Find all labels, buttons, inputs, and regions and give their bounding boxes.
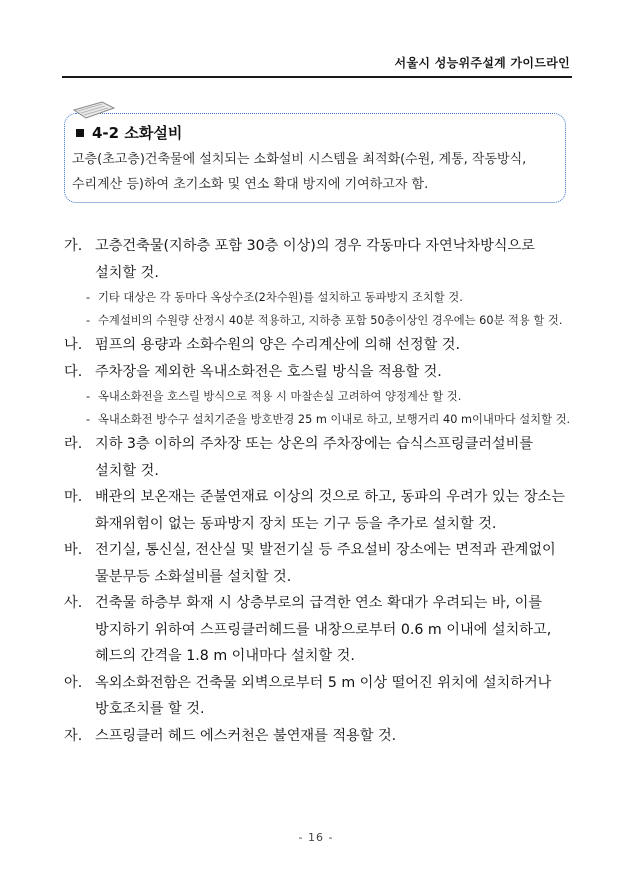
paper-note-icon — [72, 100, 116, 122]
list-item — [64, 332, 576, 359]
document-header-title: 서울시 성능위주설계 가이드라인 — [394, 56, 570, 70]
square-bullet-icon — [76, 129, 84, 137]
item-text: 기타 대상은 각 동마다 옥상수조(2차수원)를 설치하고 동파방지 조치할 것. — [98, 291, 463, 304]
item-text: 주차장을 제외한 옥내소화전은 호스릴 방식을 적용할 것. — [95, 363, 442, 380]
list-item — [64, 670, 576, 723]
item-text: 전기실, 통신실, 전산실 및 발전기실 등 주요설비 장소에는 면적과 관계없이 물분무등 소화설비를 설치할 것. — [95, 542, 556, 585]
section-title: 소화설비 — [124, 124, 183, 142]
item-text: 펌프의 용량과 소화수원의 양은 수리계산에 의해 선정할 것. — [95, 337, 461, 353]
item-text: 옥내소화전 방수구 설치기준을 방호반경 25 m 이내로 하고, 보행거리 40 m이내마다 설치할 것. — [98, 413, 571, 426]
item-marker: - — [86, 291, 91, 304]
list-item — [64, 233, 576, 286]
section-heading — [76, 122, 182, 143]
sub-item — [64, 385, 576, 408]
item-marker: 라. — [64, 436, 83, 452]
item-marker: - — [86, 390, 91, 403]
item-text: 스프링클러 헤드 에스커천은 불연재를 적용할 것. — [95, 727, 397, 744]
list-item — [64, 484, 576, 537]
list-item — [64, 590, 576, 670]
item-marker: 자. — [64, 727, 83, 744]
item-marker: 나. — [64, 337, 83, 353]
sub-item — [64, 286, 576, 309]
item-text: 배관의 보온재는 준불연재료 이상의 것으로 하고, 동파의 우려가 있는 장소는 화재위험이 없는 동파방지 장치 또는 기구 등을 추가로 설치할 것. — [95, 489, 565, 532]
header-divider — [62, 76, 572, 78]
item-text: 옥내소화전을 호스릴 방식으로 적용 시 마찰손실 고려하여 양정계산 할 것. — [98, 390, 462, 403]
list-item — [64, 723, 576, 750]
sub-item — [64, 408, 576, 431]
item-text: 건축물 하층부 화재 시 상층부로의 급격한 연소 확대가 우려되는 바, 이를 방지하기 위하여 스프링클러헤드를 내창으로부터 0.6 m 이내에 설치하고, 헤드의 간격을 1.8 m 이내마다 설치할 것. — [95, 595, 552, 664]
item-marker: 아. — [64, 674, 83, 691]
item-marker: - — [86, 413, 91, 426]
item-marker: 바. — [64, 542, 83, 558]
page-number: - 16 - — [298, 831, 334, 844]
item-text: 지하 3층 이하의 주차장 또는 상온의 주차장에는 습식스프링클러설비를 설치할 것. — [95, 436, 534, 479]
item-text: 고층건축물(지하층 포함 30층 이상)의 경우 각동마다 자연낙차방식으로 설치할 것. — [95, 238, 535, 281]
list-item — [64, 537, 576, 590]
item-marker: - — [86, 314, 91, 327]
list-item — [64, 359, 576, 386]
item-marker: 가. — [64, 238, 83, 254]
item-text: 옥외소화전함은 건축물 외벽으로부터 5 m 이상 떨어진 위치에 설치하거나 방호조치를 할 것. — [95, 674, 552, 717]
item-text: 수계설비의 수원량 산정시 40분 적용하고, 지하층 포함 50층이상인 경우에는 60분 적용 할 것. — [98, 314, 563, 327]
list-item — [64, 431, 576, 484]
section-description: 고층(초고층)건축물에 설치되는 소화설비 시스템을 최적화(수원, 계통, 작동방식, 수리계산 등)하여 초기소화 및 연소 확대 방지에 기여하고자 함. — [72, 152, 527, 192]
sub-item — [64, 309, 576, 332]
section-number: 4-2 — [92, 123, 120, 142]
item-marker: 다. — [64, 363, 83, 380]
guideline-list — [64, 233, 576, 749]
item-marker: 사. — [64, 595, 83, 611]
item-marker: 마. — [64, 489, 83, 505]
